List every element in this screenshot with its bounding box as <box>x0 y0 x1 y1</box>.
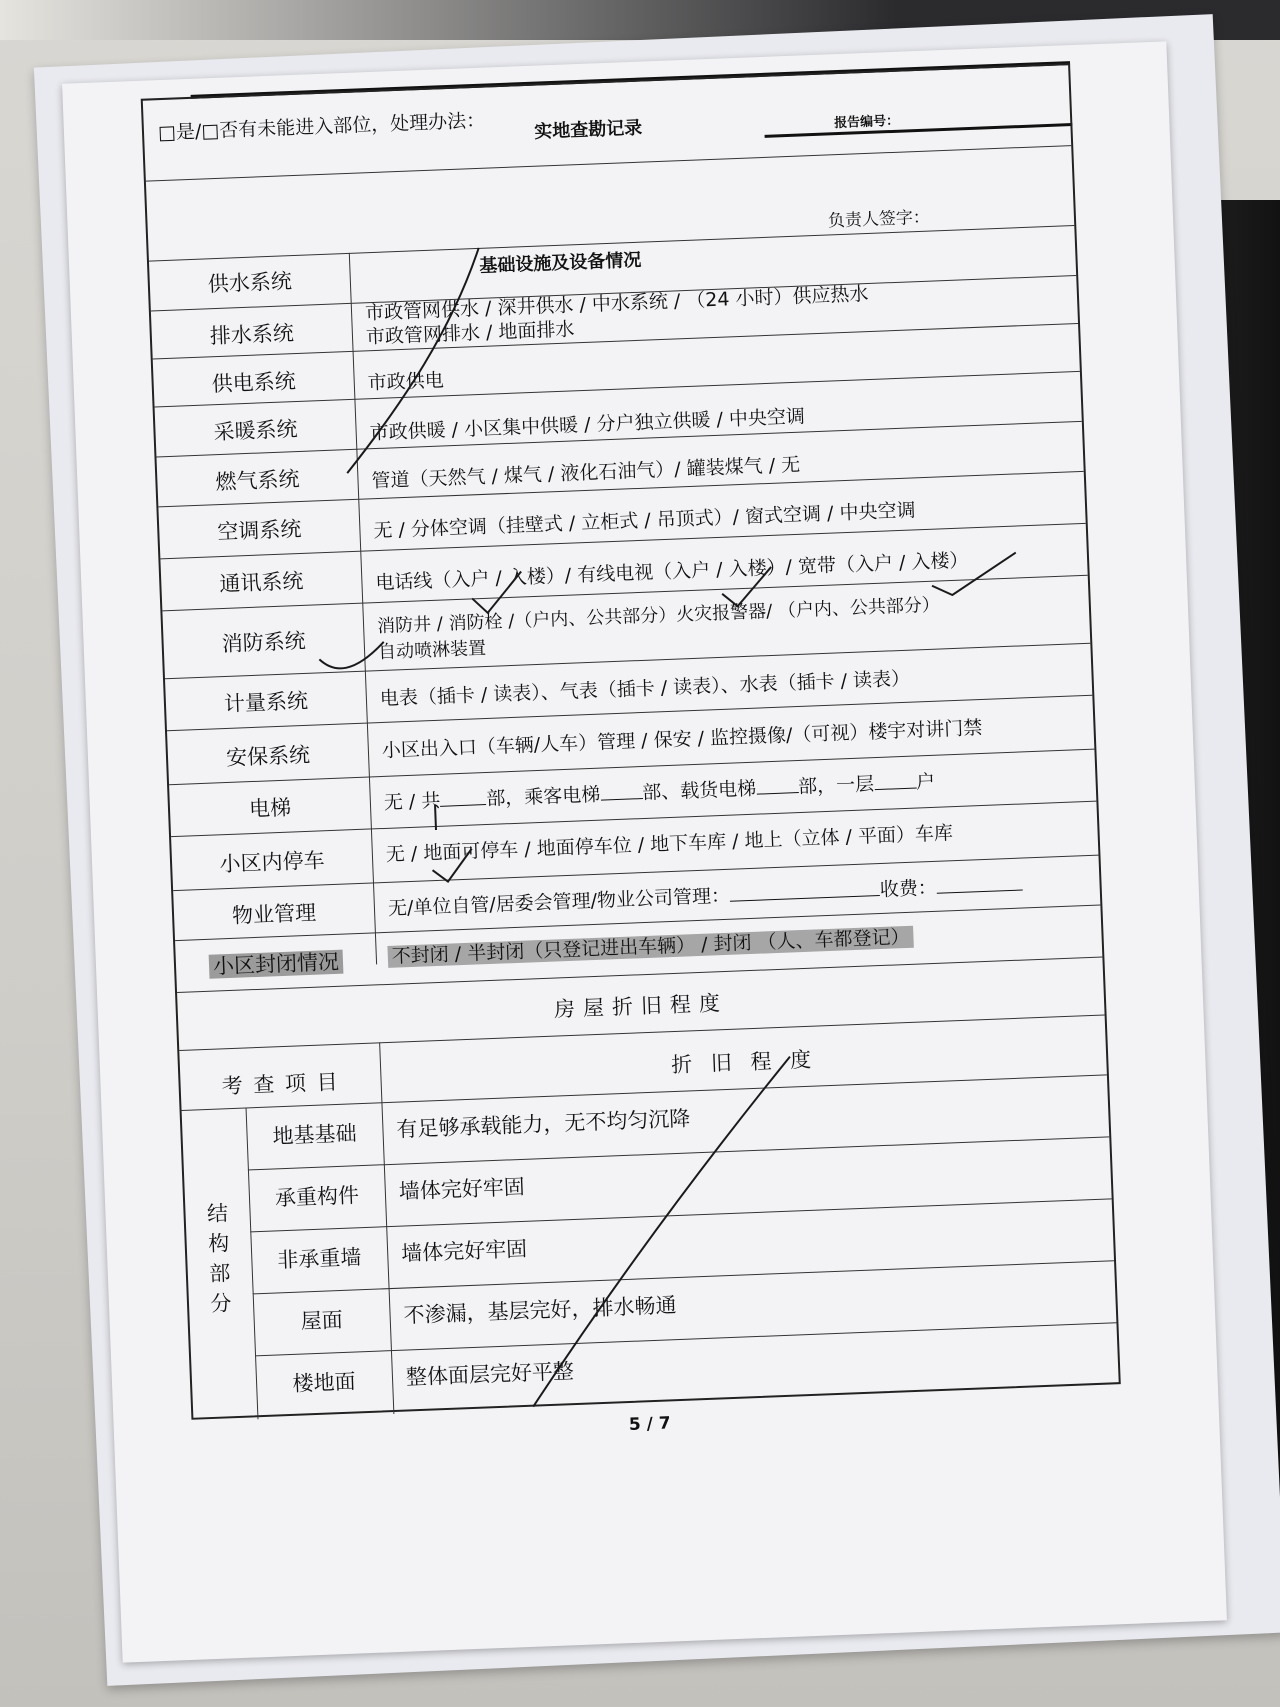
access-question: □是/□否有未能进入部位，处理办法： <box>157 109 486 145</box>
report-number-label: 报告编号： <box>833 113 900 132</box>
infra-label-security: 安保系统 <box>225 742 311 770</box>
row-divider <box>146 145 1071 182</box>
infra-label-ac: 空调系统 <box>216 516 302 545</box>
infra-value-water: 市政管网供水 / 深井供水 / 中水系统 / （24 小时）供应热水 <box>364 283 869 325</box>
infra-label-power: 供电系统 <box>211 369 297 397</box>
infra-value-power: 市政供电 <box>367 369 445 395</box>
infra-label-fire: 消防系统 <box>221 628 307 657</box>
col-header-degree: 折 旧 程 度 <box>670 1047 818 1078</box>
infra-value-gas: 管道（天然气 / 煤气 / 液化石油气）/ 罐装煤气 / 无 <box>371 453 801 493</box>
infra-label-gas: 燃气系统 <box>215 466 300 495</box>
infra-section-title: 基础设施及设备情况 <box>478 249 642 277</box>
infra-label-metering: 计量系统 <box>223 688 309 717</box>
item-value-nonbearing: 墙体完好牢固 <box>400 1236 528 1266</box>
elevator-passenger-blank[interactable] <box>600 781 643 801</box>
infra-value-property: 无/单位自管/居委会管理/物业公司管理： 收费： <box>387 870 1023 921</box>
item-label-roof: 屋面 <box>300 1307 344 1334</box>
signature-label: 负责人签字： <box>827 207 931 232</box>
depreciation-section-title: 房屋折旧程度 <box>553 990 729 1022</box>
property-fee-blank[interactable] <box>936 873 1023 894</box>
form-table <box>141 63 1121 1420</box>
elevator-households-blank[interactable] <box>874 771 917 791</box>
item-label-nonbearing: 非承重墙 <box>276 1245 362 1273</box>
item-label-bearing: 承重构件 <box>274 1183 360 1211</box>
infra-label-drain: 排水系统 <box>209 321 295 349</box>
elevator-freight-blank[interactable] <box>756 775 799 795</box>
document-title: 实地查勘记录 <box>533 117 643 143</box>
infra-value-enclosure: 不封闭 / 半封闭（只登记进出车辆） / 封闭 （人、车都登记） <box>387 922 914 969</box>
group-label-structure: 结 构 部 分 <box>206 1201 232 1316</box>
infra-label-heating: 采暖系统 <box>213 417 298 445</box>
property-manager-blank[interactable] <box>730 878 881 902</box>
infra-value-elevator: 无 / 共 部，乘客电梯 部、载货电梯 部，一层 户 <box>383 770 936 814</box>
infra-value-telecom: 电话线（入户 / 入楼）/ 有线电视（入户 / 入楼）/ 宽带（入户 / 入楼） <box>375 549 969 595</box>
infra-label-water: 供水系统 <box>207 269 293 297</box>
infra-label-elevator: 电梯 <box>248 795 292 822</box>
page-number: 5 / 7 <box>628 1413 672 1436</box>
infra-label-property: 物业管理 <box>231 900 317 928</box>
infra-value-fire: 消防井 / 消防栓 /（户内、公共部分）火灾报警器/ （户内、公共部分） <box>376 594 941 638</box>
form-page <box>62 41 1227 1662</box>
infra-value-metering: 电表（插卡 / 读表）、气表（插卡 / 读表）、水表（插卡 / 读表） <box>379 667 911 711</box>
infra-label-telecom: 通讯系统 <box>218 568 304 597</box>
infra-value-ac: 无 / 分体空调（挂壁式 / 立柜式 / 吊顶式）/ 窗式空调 / 中央空调 <box>373 499 916 543</box>
infra-label-parking: 小区内停车 <box>219 848 326 877</box>
infra-label-enclosure: 小区封闭情况 <box>175 944 376 982</box>
col-header-item: 考 查 项 目 <box>221 1069 341 1099</box>
item-value-roof: 不渗漏，基层完好，排水畅通 <box>403 1293 677 1328</box>
item-label-floor: 楼地面 <box>292 1369 357 1396</box>
item-value-floor: 整体面层完好平整 <box>405 1359 575 1390</box>
infra-value-security: 小区出入口（车辆/人车）管理 / 保安 / 监控摄像/（可视）楼宇对讲门禁 <box>381 716 983 762</box>
item-value-bearing: 墙体完好牢固 <box>398 1174 526 1204</box>
item-value-foundation: 有足够承载能力，无不均匀沉降 <box>396 1106 691 1142</box>
elevator-total-blank[interactable] <box>440 787 487 807</box>
infra-value-heating: 市政供暖 / 小区集中供暖 / 分户独立供暖 / 中央空调 <box>369 405 806 445</box>
item-label-foundation: 地基基础 <box>272 1121 358 1149</box>
infra-value-parking: 无 / 地面可停车 / 地面停车位 / 地下车库 / 地上（立体 / 平面）车库 <box>385 822 954 866</box>
infra-value-drain: 市政管网排水 / 地面排水 <box>365 318 575 349</box>
infra-value-fire-line2: 自动喷淋装置 <box>377 637 487 664</box>
column-divider <box>379 1042 394 1414</box>
